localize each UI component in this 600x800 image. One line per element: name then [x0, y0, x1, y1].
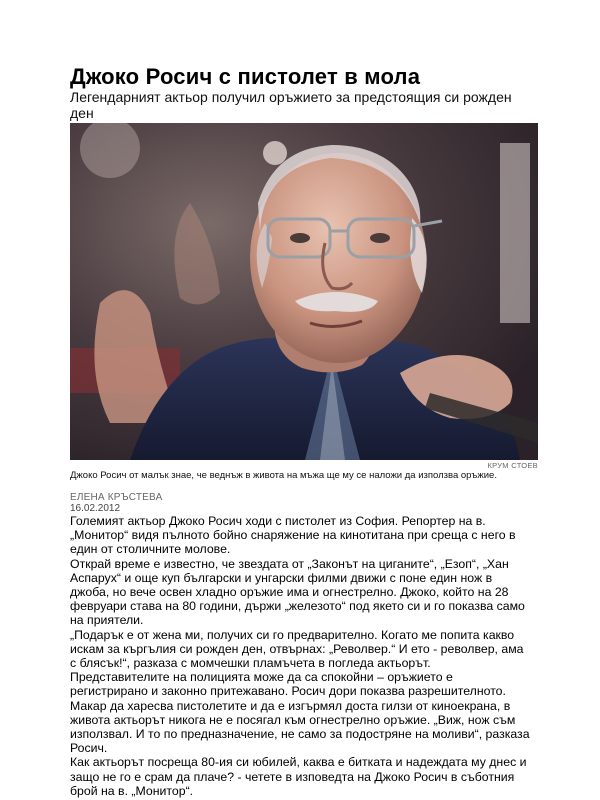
paragraph: „Подарък е от жена ми, получих си го предварително. Когато ме попита какво искам за къргълия си рожден ден, отвърнах: „Револвер.“ И ето - револвер, ама с блясък!“, разказа с момчешки пламъчета в погледа актьорът. — [70, 627, 524, 671]
paragraph: Открай време е известно, че звездата от „Законът на циганите“, „Езоп“, „Хан Аспарух“ и още куп български и унгарски филми движи с поне един нож в джоба, но вече освен хладно оръжие има и огнестрелно. Джоко, който на 28 февруари става на 80 години, държи „железото“ под якето си и го показва само на приятели. — [70, 556, 525, 628]
paragraph: Макар да харесва пистолетите и да е изгърмял доста гилзи от киноекрана, в живота актьорът никога не е посягал към огнестрелно оръжие. „Виж, нож съм използвал. И то по предназначение, не само за подостряне на моливи“, разказа Росич. — [70, 698, 530, 756]
article-body — [70, 514, 532, 798]
article-photo — [70, 123, 538, 460]
photo-caption: Джоко Росич от малък знае, че веднъж в живота на мъжа ще му се наложи да използва оръжие. — [70, 470, 497, 481]
paragraph: Как актьорът посреща 80-ия си юбилей, каква е битката и надеждата му днес и защо не го е срам да плаче? - четете в изповедта на Джоко Росич в съботния брой на в. „Монитор“. — [70, 755, 527, 798]
paragraph: Големият актьор Джоко Росич ходи с пистолет из София. Репортер на в. „Монитор“ видя пълното бойно снаряжение на кинотитана при среща с него в един от столичните молове. — [70, 514, 516, 557]
article — [70, 64, 538, 798]
article-subtitle: Легендарният актьор получил оръжието за предстоящия си рожден ден — [70, 89, 512, 121]
article-date: 16.02.2012 — [70, 503, 121, 514]
paragraph: Представителите на полицията може да са спокойни – оръжието е регистрирано и законно притежавано. Росич дори показва разрешителното. — [70, 670, 506, 699]
photo-credit: КРУМ СТОЕВ — [487, 461, 538, 470]
article-title: Джоко Росич с пистолет в мола — [70, 64, 421, 89]
article-author: ЕЛЕНА КРЪСТЕВА — [70, 492, 163, 503]
portrait-photo-icon — [70, 123, 538, 460]
